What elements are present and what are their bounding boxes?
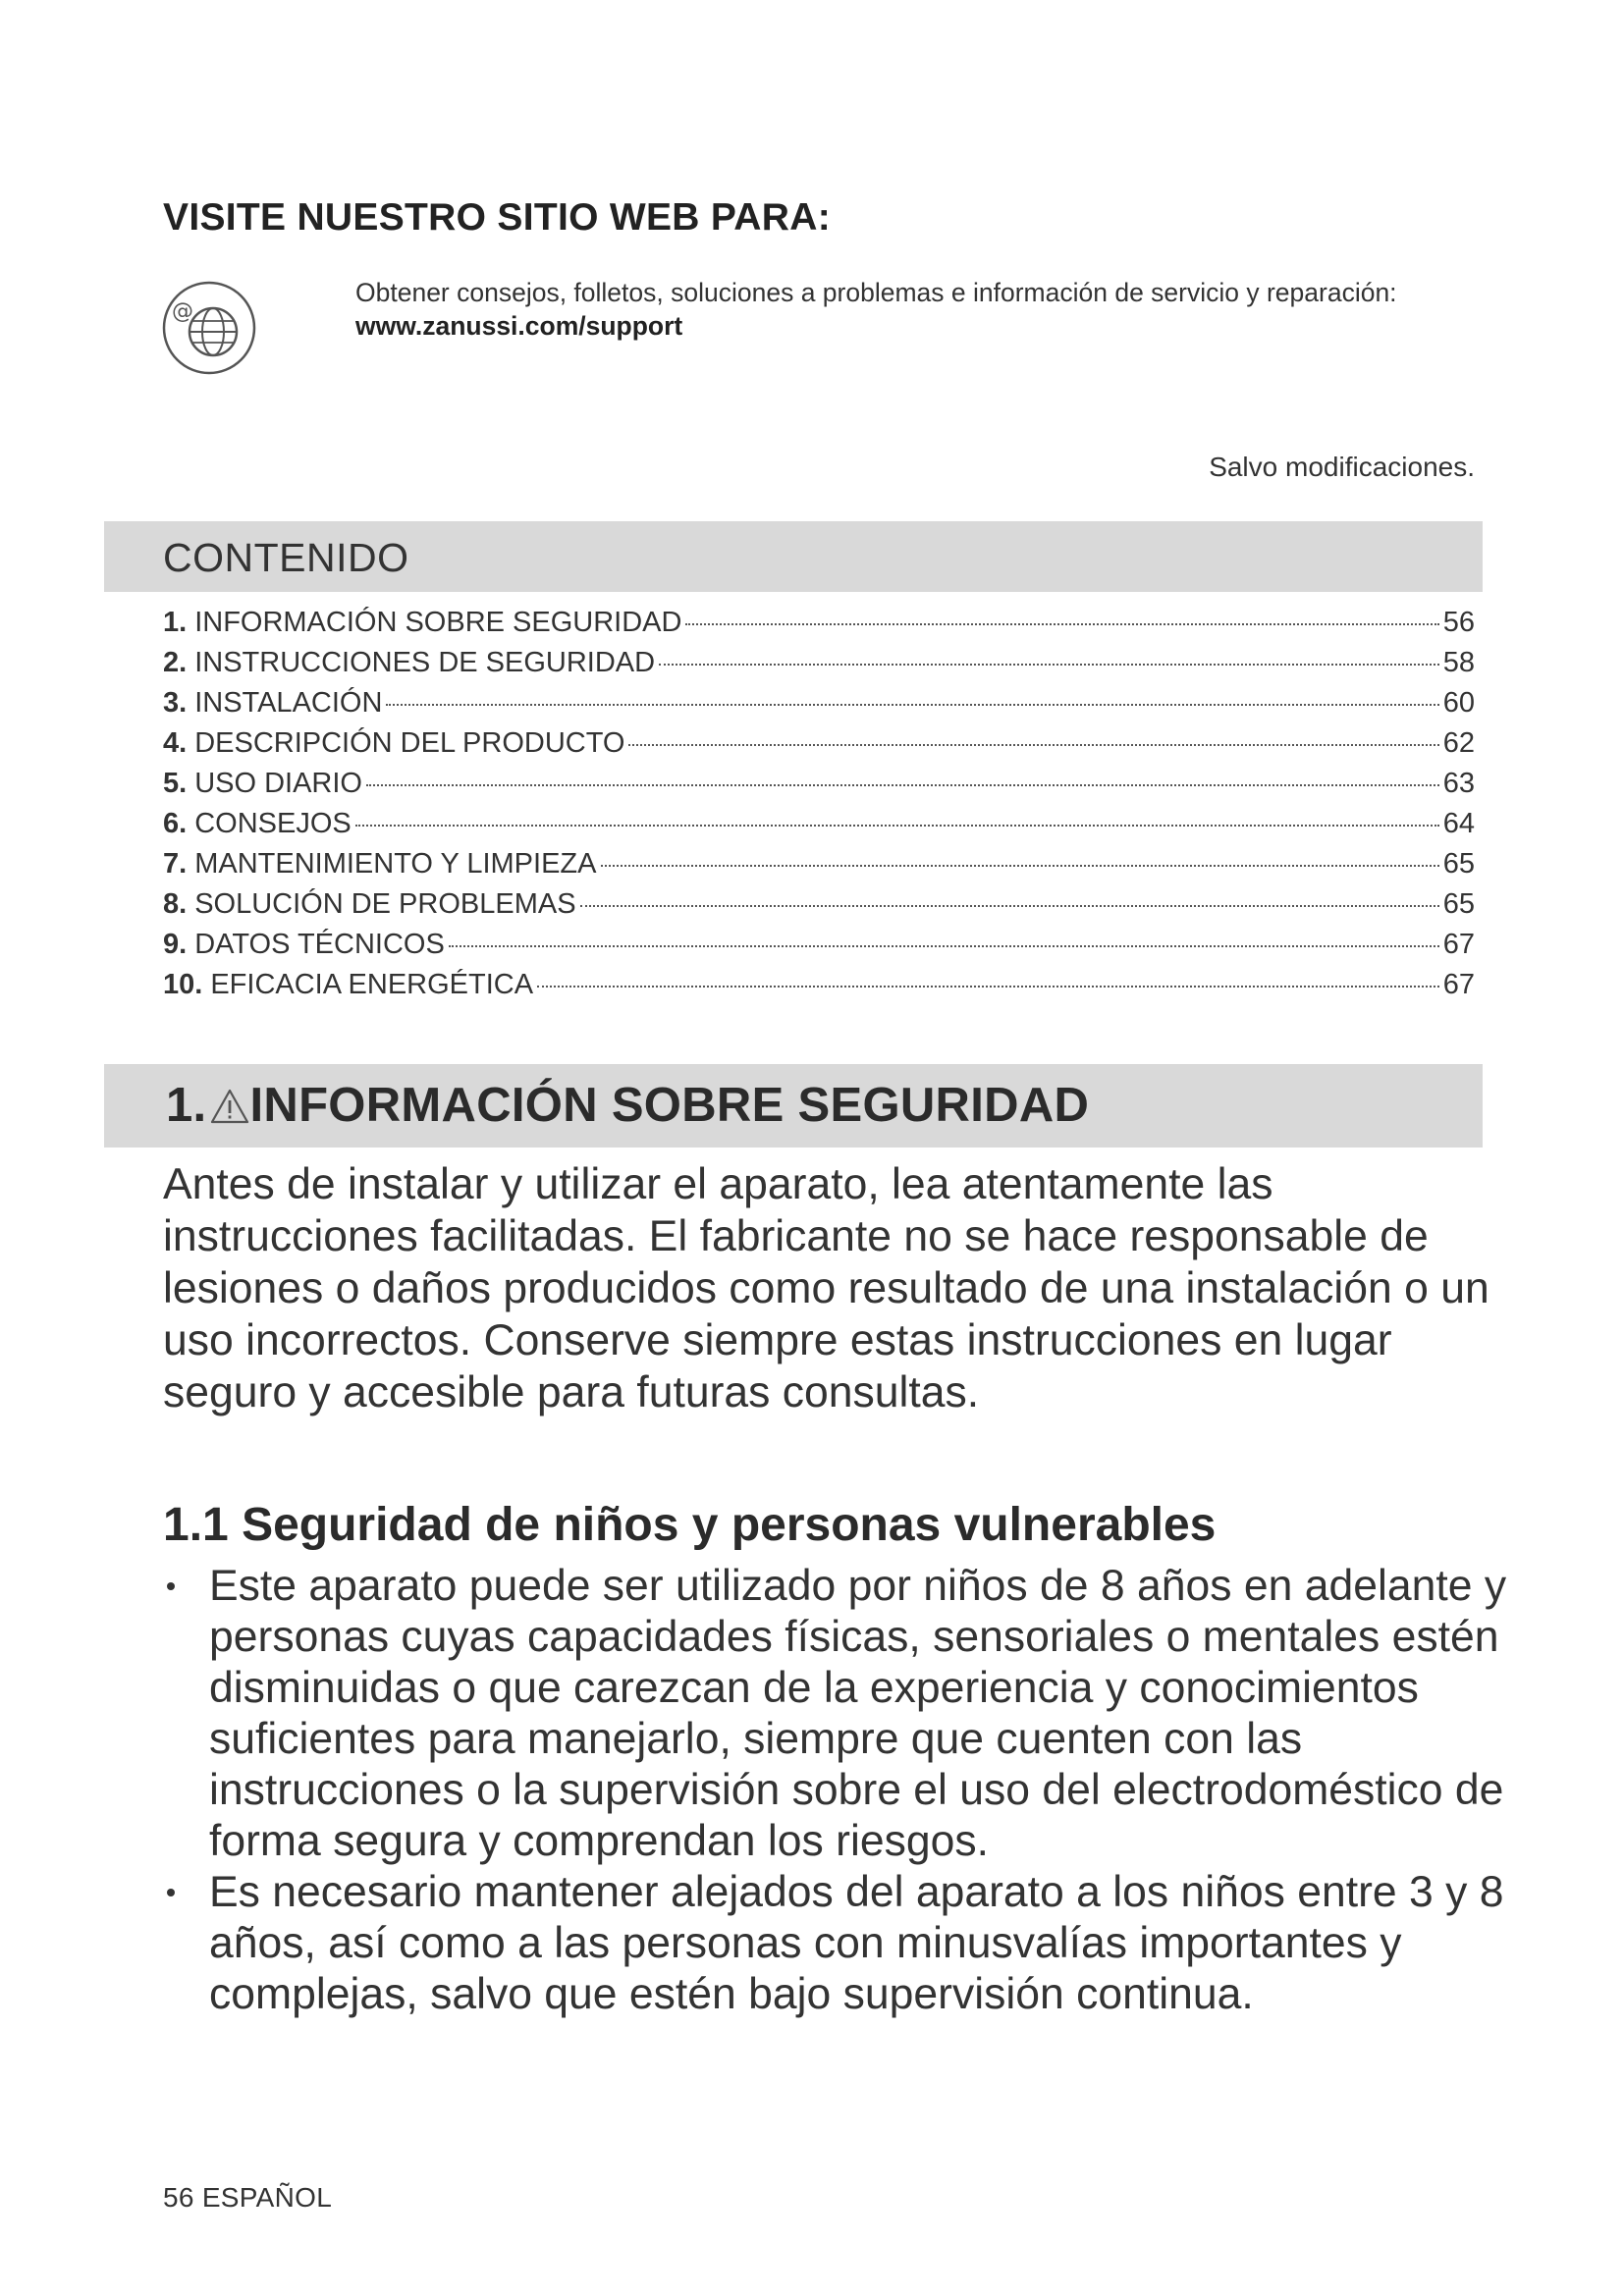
toc-leader-dots xyxy=(659,664,1439,666)
toc-label: DESCRIPCIÓN DEL PRODUCTO xyxy=(194,727,625,759)
contents-title: CONTENIDO xyxy=(163,535,409,580)
toc-label: EFICACIA ENERGÉTICA xyxy=(210,969,534,1000)
page-footer: 56 ESPAÑOL xyxy=(163,2182,333,2213)
toc-number: 4. xyxy=(163,727,188,759)
toc-leader-dots xyxy=(355,825,1439,827)
bullet-item xyxy=(163,1561,1508,1867)
toc-number: 5. xyxy=(163,768,188,799)
bullet-text: Es necesario mantener alejados del aparato a los niños entre 3 y 8 años, así como a las personas con minusvalías importantes y complejas, salvo que estén bajo supervisión continua. xyxy=(209,1868,1504,2018)
section-title-text: INFORMACIÓN SOBRE SEGURIDAD xyxy=(249,1079,1090,1132)
section-header-band xyxy=(104,1064,1483,1148)
toc-number: 7. xyxy=(163,848,188,880)
bullet-dot-icon xyxy=(167,1889,175,1896)
toc-item[interactable] xyxy=(163,647,1475,687)
toc-page: 56 xyxy=(1442,607,1475,638)
toc-leader-dots xyxy=(685,623,1438,625)
toc-label: MANTENIMIENTO Y LIMPIEZA xyxy=(194,848,597,880)
toc-item[interactable] xyxy=(163,768,1475,808)
subsection-title: 1.1 Seguridad de niños y personas vulnerables xyxy=(163,1499,1217,1551)
section-number: 1. xyxy=(166,1079,207,1132)
toc-page: 65 xyxy=(1442,848,1475,880)
toc-page: 63 xyxy=(1442,768,1475,799)
toc-leader-dots xyxy=(366,784,1439,786)
section-title xyxy=(166,1078,1089,1133)
toc-page: 60 xyxy=(1442,687,1475,719)
toc-leader-dots xyxy=(449,945,1439,947)
toc-page: 67 xyxy=(1442,969,1475,1000)
website-heading: VISITE NUESTRO SITIO WEB PARA: xyxy=(163,196,831,239)
contents-header-band xyxy=(104,521,1483,592)
toc-label: SOLUCIÓN DE PROBLEMAS xyxy=(194,888,576,920)
toc-item[interactable] xyxy=(163,808,1475,848)
bullet-dot-icon xyxy=(167,1582,175,1590)
globe-at-icon xyxy=(160,279,258,377)
toc-item[interactable] xyxy=(163,727,1475,768)
modification-notice: Salvo modificaciones. xyxy=(1209,452,1475,482)
toc-leader-dots xyxy=(537,986,1439,988)
toc-page: 67 xyxy=(1442,929,1475,960)
toc-label: INSTALACIÓN xyxy=(194,687,383,719)
toc-number: 6. xyxy=(163,808,188,839)
toc-page: 62 xyxy=(1442,727,1475,759)
warning-triangle-icon xyxy=(210,1089,249,1124)
toc-number: 3. xyxy=(163,687,188,719)
svg-text:@: @ xyxy=(172,299,193,324)
toc-item[interactable] xyxy=(163,888,1475,929)
toc-label: INSTRUCCIONES DE SEGURIDAD xyxy=(194,647,656,678)
support-url-link[interactable]: www.zanussi.com/support xyxy=(355,311,683,341)
toc-label: DATOS TÉCNICOS xyxy=(194,929,445,960)
safety-bullet-list xyxy=(163,1561,1508,2020)
toc-page: 58 xyxy=(1442,647,1475,678)
bullet-item xyxy=(163,1867,1508,2020)
toc-number: 9. xyxy=(163,929,188,960)
toc-item[interactable] xyxy=(163,848,1475,888)
toc-label: INFORMACIÓN SOBRE SEGURIDAD xyxy=(194,607,682,638)
toc-item[interactable] xyxy=(163,607,1475,647)
toc-number: 10. xyxy=(163,969,203,1000)
website-description: Obtener consejos, folletos, soluciones a problemas e información de servicio y reparación: xyxy=(355,278,1397,307)
toc-number: 8. xyxy=(163,888,188,920)
toc-leader-dots xyxy=(601,865,1439,867)
toc-item[interactable] xyxy=(163,969,1475,1009)
toc-leader-dots xyxy=(628,744,1438,746)
toc-leader-dots xyxy=(386,704,1438,706)
toc-page: 65 xyxy=(1442,888,1475,920)
bullet-text: Este aparato puede ser utilizado por niños de 8 años en adelante y personas cuyas capacidades físicas, sensoriales o mentales estén disminuidas o que carezcan de la experiencia y conocimientos suficientes para manejarlo, siempre que cuenten con las instrucciones o la supervisión sobre el uso del electrodoméstico de forma segura y comprendan los riesgos. xyxy=(209,1562,1507,1865)
toc-leader-dots xyxy=(580,905,1439,907)
toc-number: 1. xyxy=(163,607,188,638)
toc-label: CONSEJOS xyxy=(194,808,352,839)
website-info xyxy=(355,276,1494,343)
toc-page: 64 xyxy=(1442,808,1475,839)
toc-number: 2. xyxy=(163,647,188,678)
intro-paragraph: Antes de instalar y utilizar el aparato, lea atentamente las instrucciones facilitadas. El fabricante no se hace responsable de lesiones o daños producidos como resultado de una instalación o un uso incorrectos. Conserve siempre estas instrucciones en lugar seguro y accesible para futuras consultas. xyxy=(163,1160,1489,1416)
toc-label: USO DIARIO xyxy=(194,768,362,799)
table-of-contents xyxy=(163,607,1475,1009)
toc-item[interactable] xyxy=(163,687,1475,727)
toc-item[interactable] xyxy=(163,929,1475,969)
